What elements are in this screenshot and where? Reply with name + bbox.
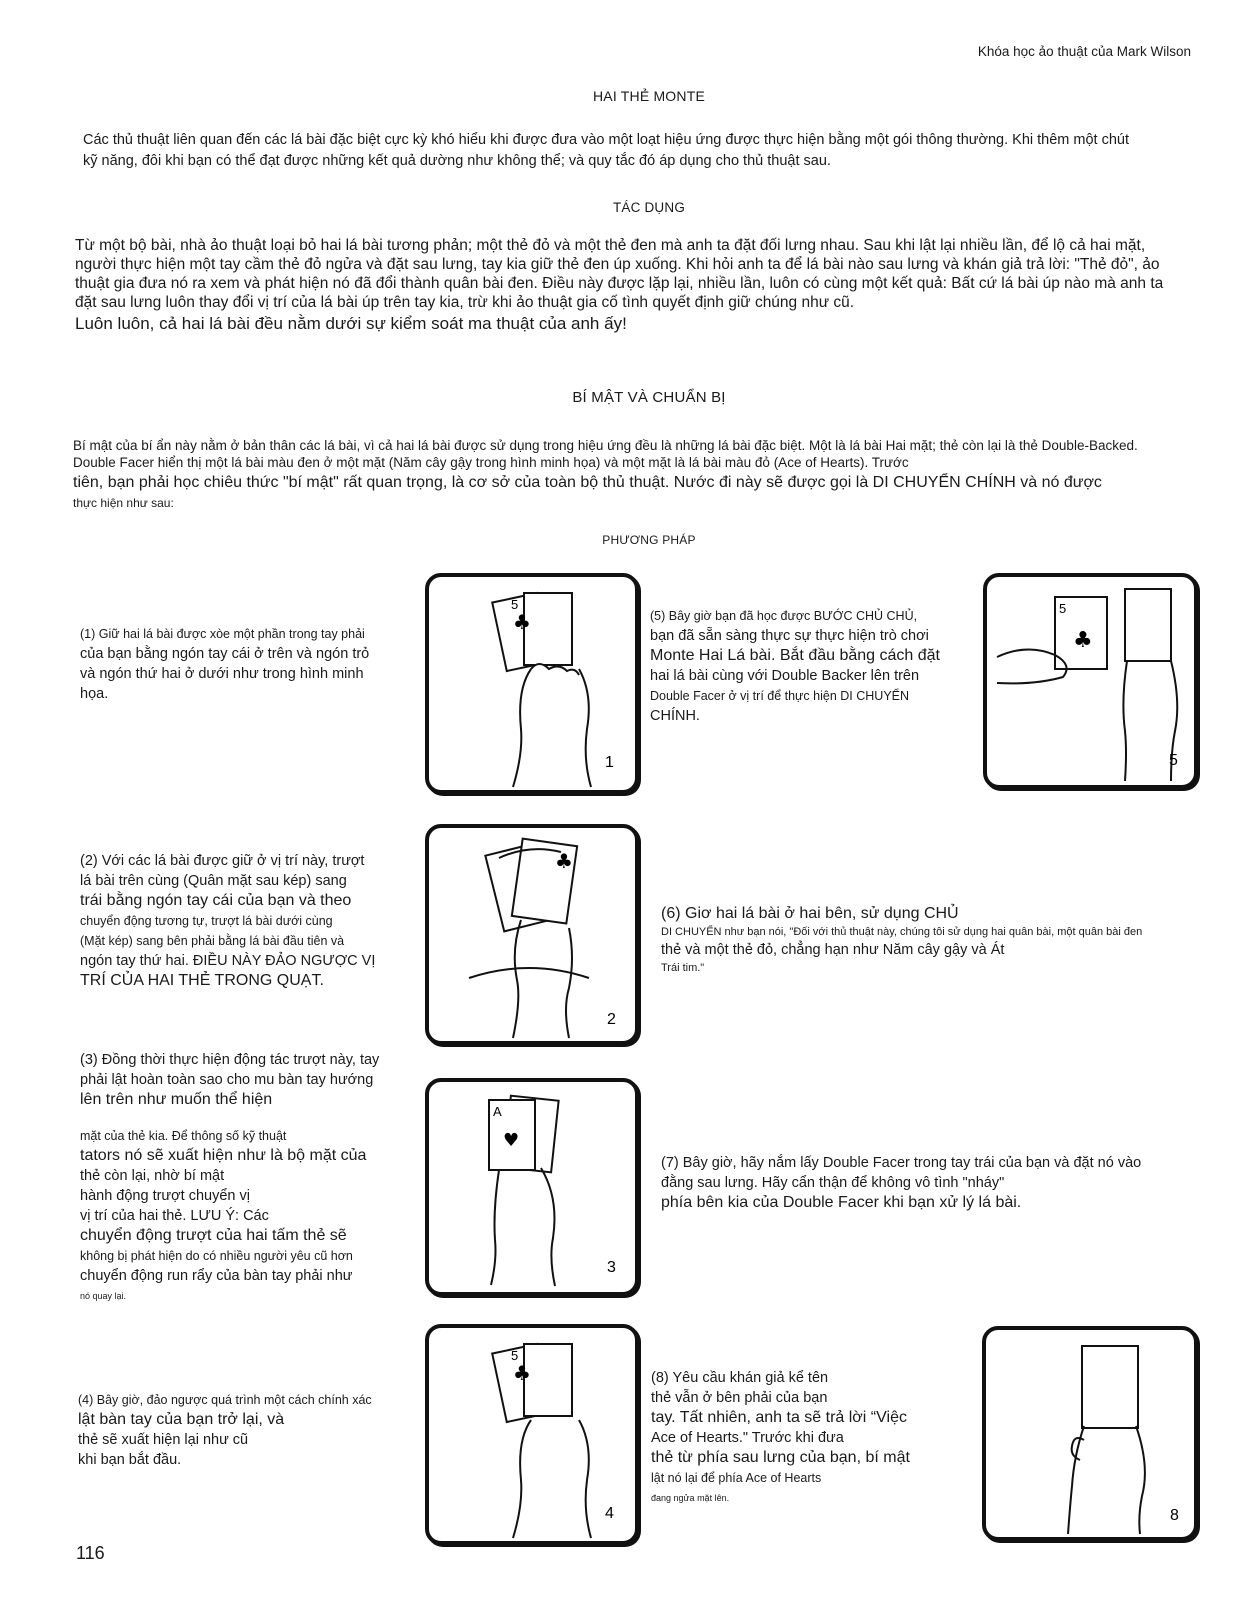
step-2-line: chuyển động tương tự, trượt lá bài dưới cùng [80, 914, 333, 928]
figure-8-drawing [986, 1330, 1194, 1537]
step-3-line: (3) Đồng thời thực hiện động tác trượt này, tay [80, 1052, 380, 1068]
step-6-line: Trái tim." [661, 962, 705, 974]
club-icon: ♣ [513, 610, 531, 634]
step-7-line: phía bên kia của Double Facer khi bạn xử lý lá bài. [661, 1194, 1022, 1211]
secret-line-1: Bí mật của bí ẩn này nằm ở bản thân các lá bài, vì cả hai lá bài được sử dụng trong hiệu ứng đều là những lá bài đặc biệt. Một là lá bài Hai mặt; thẻ còn lại là thẻ Double-Backed. Double Facer hiển thị một lá bài màu đen ở một mặt (Năm cây gậy trong hình minh họa) và một mặt là lá bài màu đỏ (Ace of Hearts). Trước [73, 438, 1138, 470]
step-5-line: bạn đã sẵn sàng thực sự thực hiện trò chơi [650, 628, 929, 644]
figure-5-number: 5 [1169, 752, 1178, 769]
effect-last-line: Luôn luôn, cả hai lá bài đều nằm dưới sự kiểm soát ma thuật của anh ấy! [75, 314, 627, 333]
step-3-line: thẻ còn lại, nhờ bí mật [80, 1168, 225, 1184]
club-icon: ♣ [555, 849, 573, 873]
step-3-line: hành động trượt chuyển vị [80, 1188, 250, 1204]
step-3-line: nó quay lại. [80, 1291, 127, 1301]
step-5-line: hai lá bài cùng với Double Backer lên trên [650, 668, 920, 684]
figure-1-number: 1 [605, 754, 614, 771]
figure-4 [425, 1324, 639, 1545]
step-6-line: DI CHUYỂN như bạn nói, "Đối với thủ thuật này, chúng tôi sử dụng hai quân bài, một quân bài đen [661, 926, 1143, 938]
intro-paragraph: Các thủ thuật liên quan đến các lá bài đặc biệt cực kỳ khó hiểu khi được đưa vào một loạt hiệu ứng được thực hiện bằng một gói thông thường. Khi thêm một chút kỹ năng, đôi khi bạn có thể đạt được những kết quả dường như không thể; và quy tắc đó áp dụng cho thủ thuật sau. [83, 132, 1130, 169]
figure-2-number: 2 [607, 1011, 616, 1028]
step-4-line: thẻ sẽ xuất hiện lại như cũ [78, 1432, 249, 1448]
figure-2 [425, 824, 639, 1045]
figure-8 [982, 1326, 1198, 1541]
step-6-caption [661, 904, 1201, 976]
step-3-line: lên trên như muốn thể hiện [80, 1091, 273, 1108]
step-5-line: (5) Bây giờ bạn đã học được BƯỚC CHỦ CHỦ, [650, 609, 918, 623]
figure-3 [425, 1078, 639, 1296]
figure-3-card-index: A [493, 1104, 502, 1119]
page-title: HAI THẺ MONTE [592, 88, 706, 104]
figure-4-number: 4 [605, 1505, 614, 1522]
step-3-line: tators nó sẽ xuất hiện như là bộ mặt của [80, 1147, 367, 1164]
step-8-line: (8) Yêu cầu khán giả kể tên [651, 1370, 829, 1386]
figure-1-drawing [429, 577, 635, 790]
figure-2-drawing [429, 828, 635, 1041]
step-1-caption [80, 624, 410, 704]
step-2-line: trái bằng ngón tay cái của bạn và theo [80, 892, 352, 909]
step-2-line: TRÍ CỦA HAI THẺ TRONG QUẠT. [80, 972, 324, 989]
step-7-line: đằng sau lưng. Hãy cẩn thận để không vô tình "nháy" [661, 1175, 1005, 1191]
step-3-caption [80, 1050, 410, 1306]
step-8-line: Ace of Hearts." Trước khi đưa [651, 1430, 844, 1446]
step-4-line: lật bàn tay của bạn trở lại, và [78, 1411, 285, 1428]
effect-text: Từ một bộ bài, nhà ảo thuật loại bỏ hai lá bài tương phản; một thẻ đỏ và một thẻ đen mà anh ta đặt đối lưng nhau. Sau khi lật lại nhiều lần, để lộ cả hai mặt, người thực hiện một tay cầm thẻ đỏ ngửa và đặt sau lưng, tay kia giữ thẻ đen úp xuống. Khi hỏi anh ta để lá bài nào sau lưng và khán giả trả lời: "Thẻ đỏ", ảo thuật gia đưa nó ra xem và phát hiện nó đã đổi thành quân bài đen. Điều này được lặp lại, nhiều lần, luôn có cùng một kết quả: Bất cứ lá bài úp nào mà anh ta đặt sau lưng luôn thay đổi vị trí của lá bài úp trên tay kia, trừ khi ảo thuật gia cố tình quyết định giữ chúng như cũ. [75, 237, 1164, 311]
step-6-line: (6) Giơ hai lá bài ở hai bên, sử dụng CHỦ [661, 905, 959, 922]
figure-5-card-index: 5 [1059, 601, 1067, 616]
figure-8-number: 8 [1170, 1507, 1179, 1524]
method-heading: PHƯƠNG PHÁP [602, 533, 696, 547]
figure-4-card-index: 5 [511, 1348, 519, 1363]
secret-heading: BÍ MẬT VÀ CHUẨN BỊ [572, 389, 726, 406]
step-3-line: vị trí của hai thẻ. LƯU Ý: Các [80, 1208, 269, 1224]
step-3-line: không bị phát hiện do có nhiều người yêu cũ hơn [80, 1249, 353, 1263]
effect-heading: TÁC DỤNG [612, 200, 686, 215]
step-3-line: chuyển động trượt của hai tấm thẻ sẽ [80, 1227, 347, 1244]
heart-icon: ♥ [503, 1130, 520, 1151]
step-7-caption [661, 1153, 1201, 1213]
figure-5 [983, 573, 1198, 789]
running-header: Khóa học ảo thuật của Mark Wilson [977, 44, 1191, 59]
figure-4-drawing [429, 1328, 635, 1541]
step-1-line: (1) Giữ hai lá bài được xòe một phần trong tay phải [80, 627, 365, 641]
step-5-caption [650, 606, 960, 726]
step-6-line: thẻ và một thẻ đỏ, chẳng hạn như Năm cây gậy và Át [661, 942, 1005, 958]
step-5-line: Monte Hai Lá bài. Bắt đầu bằng cách đặt [650, 647, 940, 664]
step-8-line: tay. Tất nhiên, anh ta sẽ trả lời “Việc [651, 1409, 907, 1426]
step-2-caption [80, 851, 410, 991]
figure-1 [425, 573, 639, 794]
step-4-line: khi bạn bắt đầu. [78, 1452, 182, 1468]
step-1-line: họa. [80, 686, 109, 702]
step-8-line: thẻ vẫn ở bên phải của bạn [651, 1390, 828, 1406]
secret-paragraph [73, 437, 1173, 512]
step-3-line: mặt của thẻ kia. Để thông số kỹ thuật [80, 1129, 287, 1143]
page-number: 116 [76, 1543, 105, 1563]
step-1-line: của bạn bằng ngón tay cái ở trên và ngón trỏ [80, 646, 370, 662]
step-2-line: (Mặt kép) sang bên phải bằng lá bài đầu tiên và [80, 934, 345, 948]
step-2-line: ngón tay thứ hai. ĐIỀU NÀY ĐẢO NGƯỢC VỊ [80, 953, 376, 969]
step-4-caption [78, 1390, 418, 1470]
step-2-line: (2) Với các lá bài được giữ ở vị trí này, trượt [80, 853, 365, 869]
effect-paragraph [75, 236, 1175, 333]
secret-line-3: thực hiện như sau: [73, 496, 174, 510]
step-8-line: lật nó lại để phía Ace of Hearts [651, 1471, 822, 1485]
figure-1-card-index: 5 [511, 597, 519, 612]
step-8-caption [651, 1368, 981, 1508]
figure-5-drawing [987, 577, 1194, 785]
step-4-line: (4) Bây giờ, đảo ngược quá trình một cách chính xác [78, 1393, 372, 1407]
step-3-line: phải lật hoàn toàn sao cho mu bàn tay hướng [80, 1072, 374, 1088]
figure-3-drawing [429, 1082, 635, 1292]
step-5-line: CHÍNH. [650, 708, 700, 724]
step-5-line: Double Facer ở vị trí để thực hiện DI CHUYỂN [650, 689, 910, 703]
step-8-line: đang ngửa mặt lên. [651, 1493, 730, 1503]
secret-line-2: tiên, bạn phải học chiêu thức "bí mật" rất quan trọng, là cơ sở của toàn bộ thủ thuật. Nước đi này sẽ được gọi là DI CHUYỂN CHÍNH và nó được [73, 474, 1102, 491]
step-1-line: và ngón thứ hai ở dưới như trong hình minh [80, 666, 364, 682]
figure-3-number: 3 [607, 1259, 616, 1276]
step-7-line: (7) Bây giờ, hãy nắm lấy Double Facer trong tay trái của bạn và đặt nó vào [661, 1155, 1142, 1171]
club-icon: ♣ [1073, 628, 1093, 653]
step-8-line: thẻ từ phía sau lưng của bạn, bí mật [651, 1449, 910, 1466]
club-icon: ♣ [513, 1361, 531, 1385]
step-3-line: chuyển động run rẩy của bàn tay phải như [80, 1268, 353, 1284]
step-2-line: lá bài trên cùng (Quân mặt sau kép) sang [80, 873, 347, 889]
